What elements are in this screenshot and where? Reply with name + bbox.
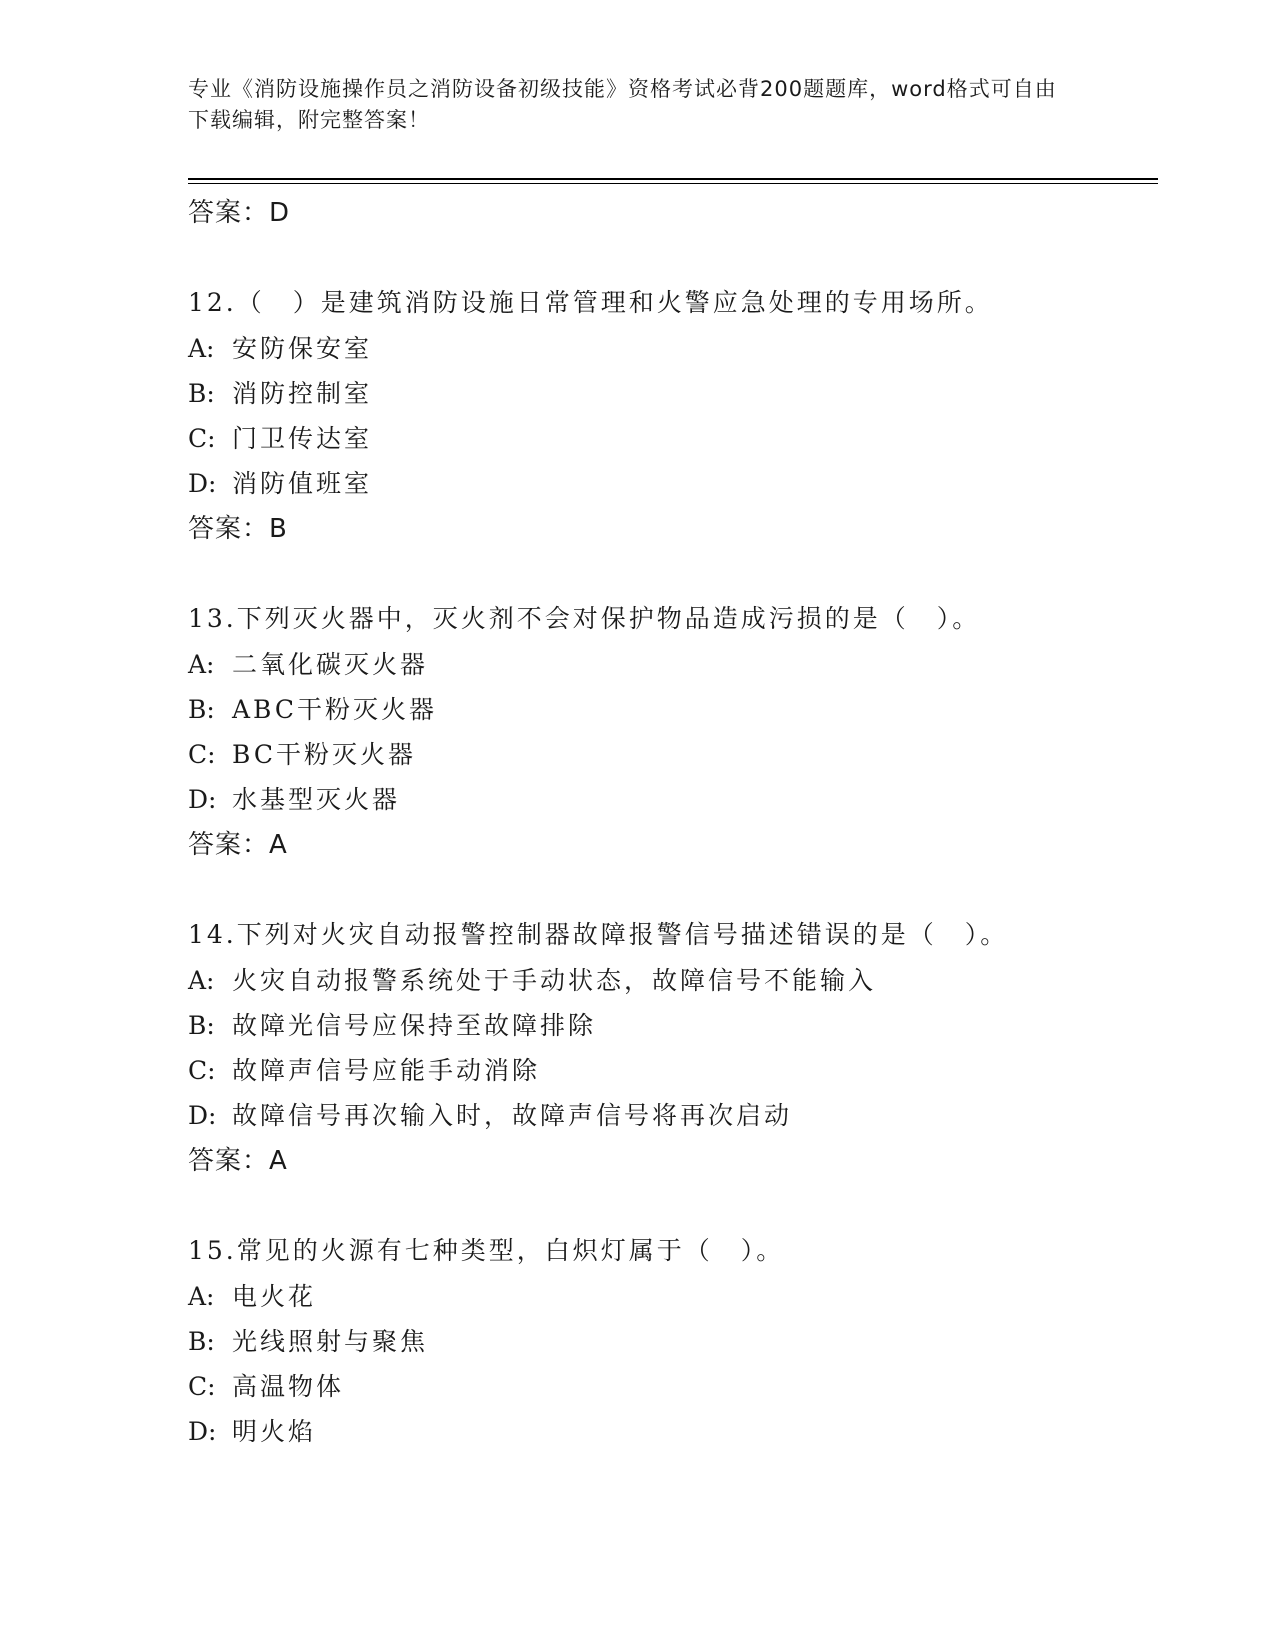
question-stem: 13.下列灭火器中，灭火剂不会对保护物品造成污损的是（ ）。 [188,604,981,633]
option-letter: A: [188,334,215,363]
option-letter: A: [188,966,215,995]
question-block [188,912,1158,1184]
option-text: 故障声信号应能手动消除 [232,1056,541,1085]
option-text: 水基型灭火器 [232,785,401,814]
option-text: 二氧化碳灭火器 [232,650,429,679]
option-letter: B: [188,379,215,408]
option-letter: B: [188,1011,215,1040]
option-a [188,642,1158,687]
option-b [188,371,1158,416]
header-rule-thick [188,178,1158,180]
option-letter: C: [188,1056,216,1085]
header-rule-thin [188,183,1158,184]
option-a [188,958,1158,1003]
question-stem: 12.（ ）是建筑消防设施日常管理和火警应急处理的专用场所。 [188,288,993,317]
option-text: 安防保安室 [232,334,373,363]
option-text: ABC干粉灭火器 [232,695,438,724]
option-a [188,1274,1158,1319]
question-answer: 答案：A [188,1146,288,1176]
question-answer: 答案：B [188,514,288,544]
option-b [188,1003,1158,1048]
question-block [188,280,1158,552]
option-c [188,1364,1158,1409]
option-letter: D: [188,1101,217,1130]
option-d [188,1409,1158,1454]
question-answer: 答案：A [188,830,288,860]
option-letter: D: [188,785,217,814]
option-c [188,1048,1158,1093]
document-header: 专业《消防设施操作员之消防设备初级技能》资格考试必背200题题库，word格式可自由下载编辑，附完整答案！ [188,77,1057,132]
option-letter: B: [188,695,215,724]
option-text: 消防值班室 [232,469,373,498]
question-block [188,1228,1158,1454]
option-text: 火灾自动报警系统处于手动状态，故障信号不能输入 [232,966,877,995]
option-c [188,732,1158,777]
question-stem: 15.常见的火源有七种类型，白炽灯属于（ ）。 [188,1236,785,1265]
option-letter: A: [188,1282,215,1311]
option-text: 明火焰 [232,1417,317,1446]
previous-answer: 答案：D [188,198,291,228]
question-stem: 14.下列对火灾自动报警控制器故障报警信号描述错误的是（ ）。 [188,920,1009,949]
option-a [188,326,1158,371]
option-text: 电火花 [232,1282,317,1311]
option-b [188,687,1158,732]
option-letter: D: [188,469,217,498]
option-letter: B: [188,1327,215,1356]
option-letter: C: [188,1372,216,1401]
option-letter: C: [188,424,216,453]
option-text: BC干粉灭火器 [232,740,416,769]
option-letter: A: [188,650,215,679]
option-text: 光线照射与聚焦 [232,1327,429,1356]
question-list [188,190,1158,1454]
option-text: 门卫传达室 [232,424,373,453]
option-letter: C: [188,740,216,769]
option-d [188,777,1158,822]
option-c [188,416,1158,461]
option-b [188,1319,1158,1364]
option-letter: D: [188,1417,217,1446]
question-block [188,596,1158,868]
option-text: 高温物体 [232,1372,345,1401]
option-text: 故障信号再次输入时，故障声信号将再次启动 [232,1101,793,1130]
option-text: 消防控制室 [232,379,373,408]
option-d [188,1093,1158,1138]
option-text: 故障光信号应保持至故障排除 [232,1011,597,1040]
option-d [188,461,1158,506]
